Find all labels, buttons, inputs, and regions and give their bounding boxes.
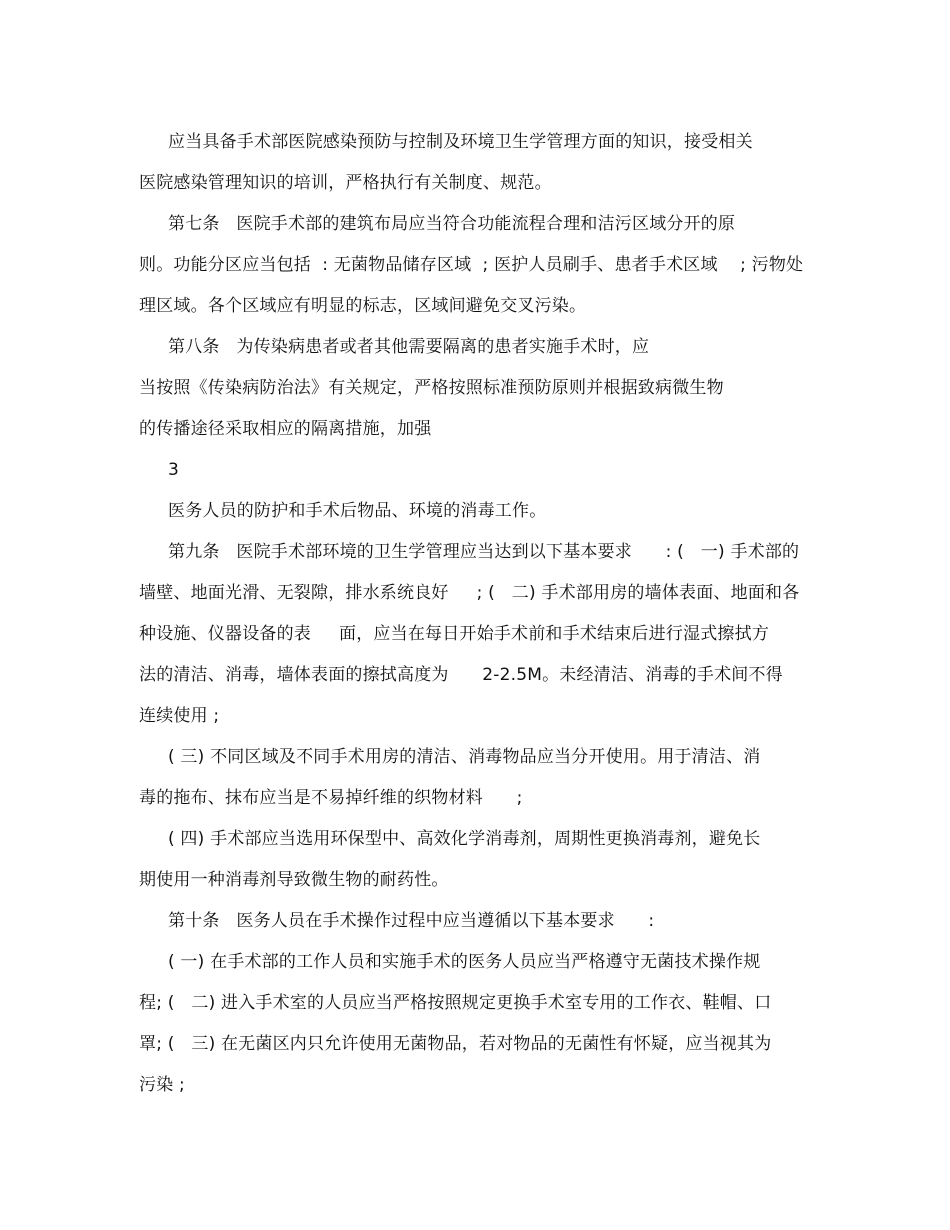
paragraph-line: 种设施、仪器设备的表 面，应当在每日开始手术前和手术结束后进行湿式擦拭方 (139, 624, 770, 644)
paragraph-line: 医务人员的防护和手术后物品、环境的消毒工作。 (168, 501, 547, 521)
article-9-line: 第九条 医院手术部环境的卫生学管理应当达到以下基本要求 : ( 一) 手术部的 (168, 542, 800, 562)
paragraph-line: 的传播途径采取相应的隔离措施，加强 (139, 419, 432, 439)
paragraph-line: 法的清洁、消毒，墙体表面的擦拭高度为 2-2.5M。未经清洁、消毒的手术间不得 (139, 665, 783, 685)
paragraph-line: 期使用一种消毒剂导致微生物的耐药性。 (139, 870, 449, 890)
article-10-line: 第十条 医务人员在手术操作过程中应当遵循以下基本要求 : (168, 911, 655, 931)
article-8-line: 第八条 为传染病患者或者其他需要隔离的患者实施手术时，应 (168, 337, 650, 357)
paragraph-line: 当按照《传染病防治法》有关规定，严格按照标准预防原则并根据致病微生物 (139, 378, 724, 398)
paragraph-line: 医院感染管理知识的培训，严格执行有关制度、规范。 (139, 173, 552, 193)
paragraph-line: 程; ( 二) 进入手术室的人员应当严格按照规定更换手术室专用的工作衣、鞋帽、口 (139, 993, 772, 1013)
page-number: 3 (168, 460, 180, 480)
paragraph-line: 罩; ( 三) 在无菌区内只允许使用无菌物品，若对物品的无菌性有怀疑，应当视其为 (139, 1034, 772, 1054)
list-item-line: ( 四) 手术部应当选用环保型中、高效化学消毒剂，周期性更换消毒剂，避免长 (168, 829, 761, 849)
paragraph-line: 污染 ; (139, 1075, 185, 1095)
list-item-line: ( 一) 在手术部的工作人员和实施手术的医务人员应当严格遵守无菌技术操作规 (168, 952, 761, 972)
paragraph-line: 理区域。各个区域应有明显的标志，区域间避免交叉污染。 (139, 296, 587, 316)
paragraph-line: 则。功能分区应当包括 : 无菌物品储存区域 ; 医护人员刷手、患者手术区域 ; 污物处 (139, 255, 804, 275)
list-item-line: ( 三) 不同区域及不同手术用房的清洁、消毒物品应当分开使用。用于清洁、消 (168, 747, 761, 767)
paragraph-line: 毒的拖布、抹布应当是不易掉纤维的织物材料 ; (139, 788, 523, 808)
paragraph-line: 连续使用 ; (139, 706, 220, 726)
article-7-line: 第七条 医院手术部的建筑布局应当符合功能流程合理和洁污区域分开的原 (168, 214, 736, 234)
paragraph-line: 墙壁、地面光滑、无裂隙，排水系统良好 ; ( 二) 手术部用房的墙体表面、地面和各 (139, 583, 800, 603)
paragraph-line: 应当具备手术部医院感染预防与控制及环境卫生学管理方面的知识，接受相关 (168, 132, 753, 152)
